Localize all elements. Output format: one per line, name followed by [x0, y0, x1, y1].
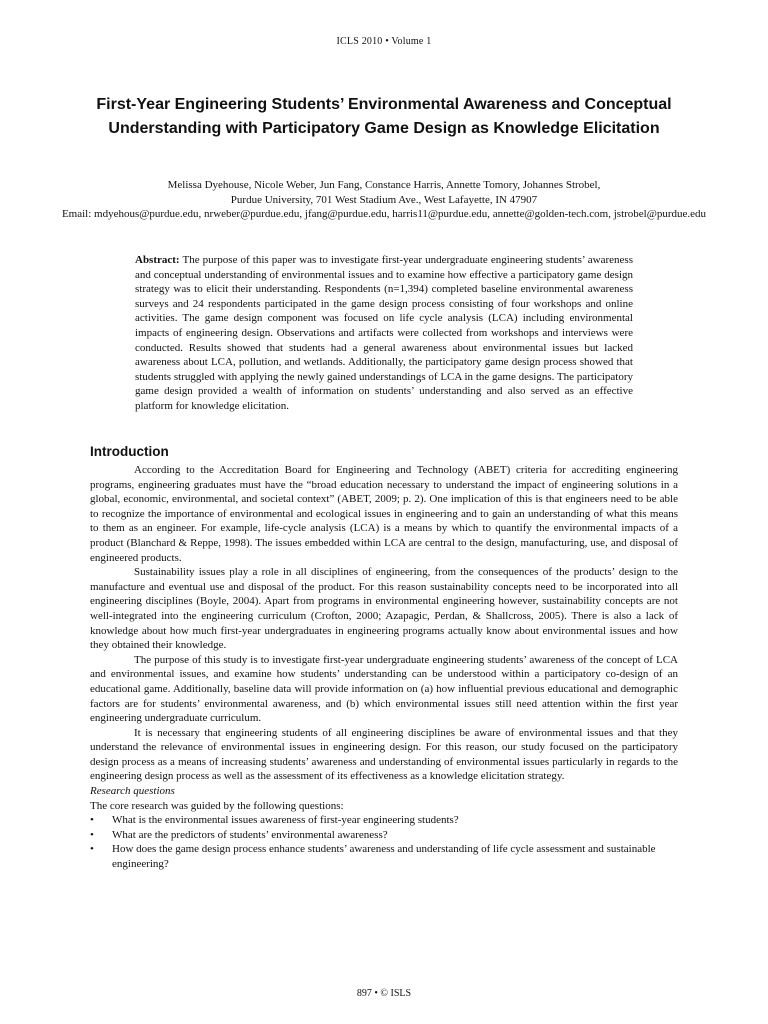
abstract: [135, 253, 633, 414]
research-question-text: How does the game design process enhance students’ awareness and understanding of life cycle assessment and sustainable engineering?: [112, 843, 656, 871]
bullet-glyph: •: [90, 828, 94, 841]
author-affiliation: Purdue University, 701 West Stadium Ave., West Lafayette, IN 47907: [230, 193, 538, 206]
abstract-text: The purpose of this paper was to investigate first-year undergraduate engineering students’ awareness and conceptual understanding of environmental issues and to examine how effective a participatory game design strategy was to elicit their understanding. Respondents (n=1,394) completed baseline environmental awareness surveys and 24 respondents participated in the game design process consisting of four workshops and online activities. The game design component was focused on life cycle analysis (LCA) including environmental impacts of engineering design. Observations and artifacts were collected from workshops and interviews were conducted. Results showed that students had a general awareness about environmental issues but lacked awareness about LCA, pollution, and wetlands. Additionally, the participatory game design process showed that students struggled with applying the newly gained understandings of LCA in the game designs. The participatory game design provided a wealth of information on students’ understanding and also served as an effective platform for knowledge elicitation.: [135, 254, 633, 412]
page-footer: 897 • © ISLS: [356, 988, 412, 999]
paper-title: First-Year Engineering Students’ Environmental Awareness and Conceptual Understanding with Participatory Game Design as Knowledge Elicitation: [96, 96, 672, 137]
body-paragraph: The purpose of this study is to investigate first-year undergraduate engineering students’ awareness of the concept of LCA and environmental issues, and examine how students’ understanding can be understood within a participatory co-design of an educational game. Additionally, baseline data will provide information on (a) how influential previous educational and demographic factors are for students’ environmental awareness, and (b) which environmental issues still need attention within the first year engineering undergraduate curriculum.: [90, 653, 678, 725]
body-paragraph: According to the Accreditation Board for Engineering and Technology (ABET) criteria for accrediting engineering programs, engineering graduates must have the “broad education necessary to understand the impact of engineering solutions in a global, economic, environmental, and societal context” (ABET, 2009; p. 2). One implication of this is that engineers need to be able to recognize the importance of environmental and ecological issues in engineering and to gain an understanding of what this means to them as an engineer. For example, life-cycle analysis (LCA) is a means by which to quantify the environmental impacts of a product (Blanchard & Reppe, 1998). The issues embedded within LCA are central to the design, manufacturing, use, and disposal of engineered products.: [90, 464, 678, 564]
body-paragraph: Sustainability issues play a role in all disciplines of engineering, from the consequences of the products’ design to the manufacture and eventual use and disposal of the product. For this reason sustainability concepts need to be incorporated into all engineering disciplines (Boyle, 2004). Apart from programs in environmental engineering however, sustainability concepts are not well-integrated into the engineering curriculum (Crofton, 2000; Azapagic, Perdan, & Shallcross, 2005). There is also a lack of knowledge about how much first-year undergraduates in engineering programs actually know about environmental issues and how they obtained their knowledge.: [90, 566, 678, 652]
research-question-text: What are the predictors of students’ environmental awareness?: [112, 828, 388, 841]
body-paragraph: It is necessary that engineering students of all engineering disciplines be aware of environmental issues and that they understand the relevance of environmental issues in engineering design. For this reason, our study focused on the participatory design process as a means of increasing students’ awareness and understanding of environmental issues particularly in regards to the engineering design process as well as the assessment of its effectiveness as a knowledge elicitation strategy.: [90, 726, 678, 783]
research-questions-list: [90, 813, 678, 871]
research-questions-intro: The core research was guided by the following questions:: [90, 799, 344, 812]
author-block: [60, 178, 708, 222]
research-question-item: [90, 828, 678, 843]
author-emails: Email: mdyehous@purdue.edu, nrweber@purdue.edu, jfang@purdue.edu, harris11@purdue.edu, annette@golden-tech.com, jstrobel@purdue.edu: [61, 208, 707, 221]
research-question-text: What is the environmental issues awareness of first-year engineering students?: [112, 814, 459, 827]
research-questions-heading: Research questions: [90, 785, 175, 798]
bullet-glyph: •: [90, 843, 94, 856]
research-question-item: [90, 842, 678, 871]
research-question-item: [90, 813, 678, 828]
author-names: Melissa Dyehouse, Nicole Weber, Jun Fang, Constance Harris, Annette Tomory, Johannes Strobel,: [167, 179, 601, 191]
introduction-body: [90, 463, 678, 872]
section-heading-introduction: Introduction: [90, 444, 169, 459]
running-head: ICLS 2010 • Volume 1: [336, 36, 432, 47]
bullet-glyph: •: [90, 814, 94, 827]
abstract-label: Abstract:: [135, 254, 180, 266]
